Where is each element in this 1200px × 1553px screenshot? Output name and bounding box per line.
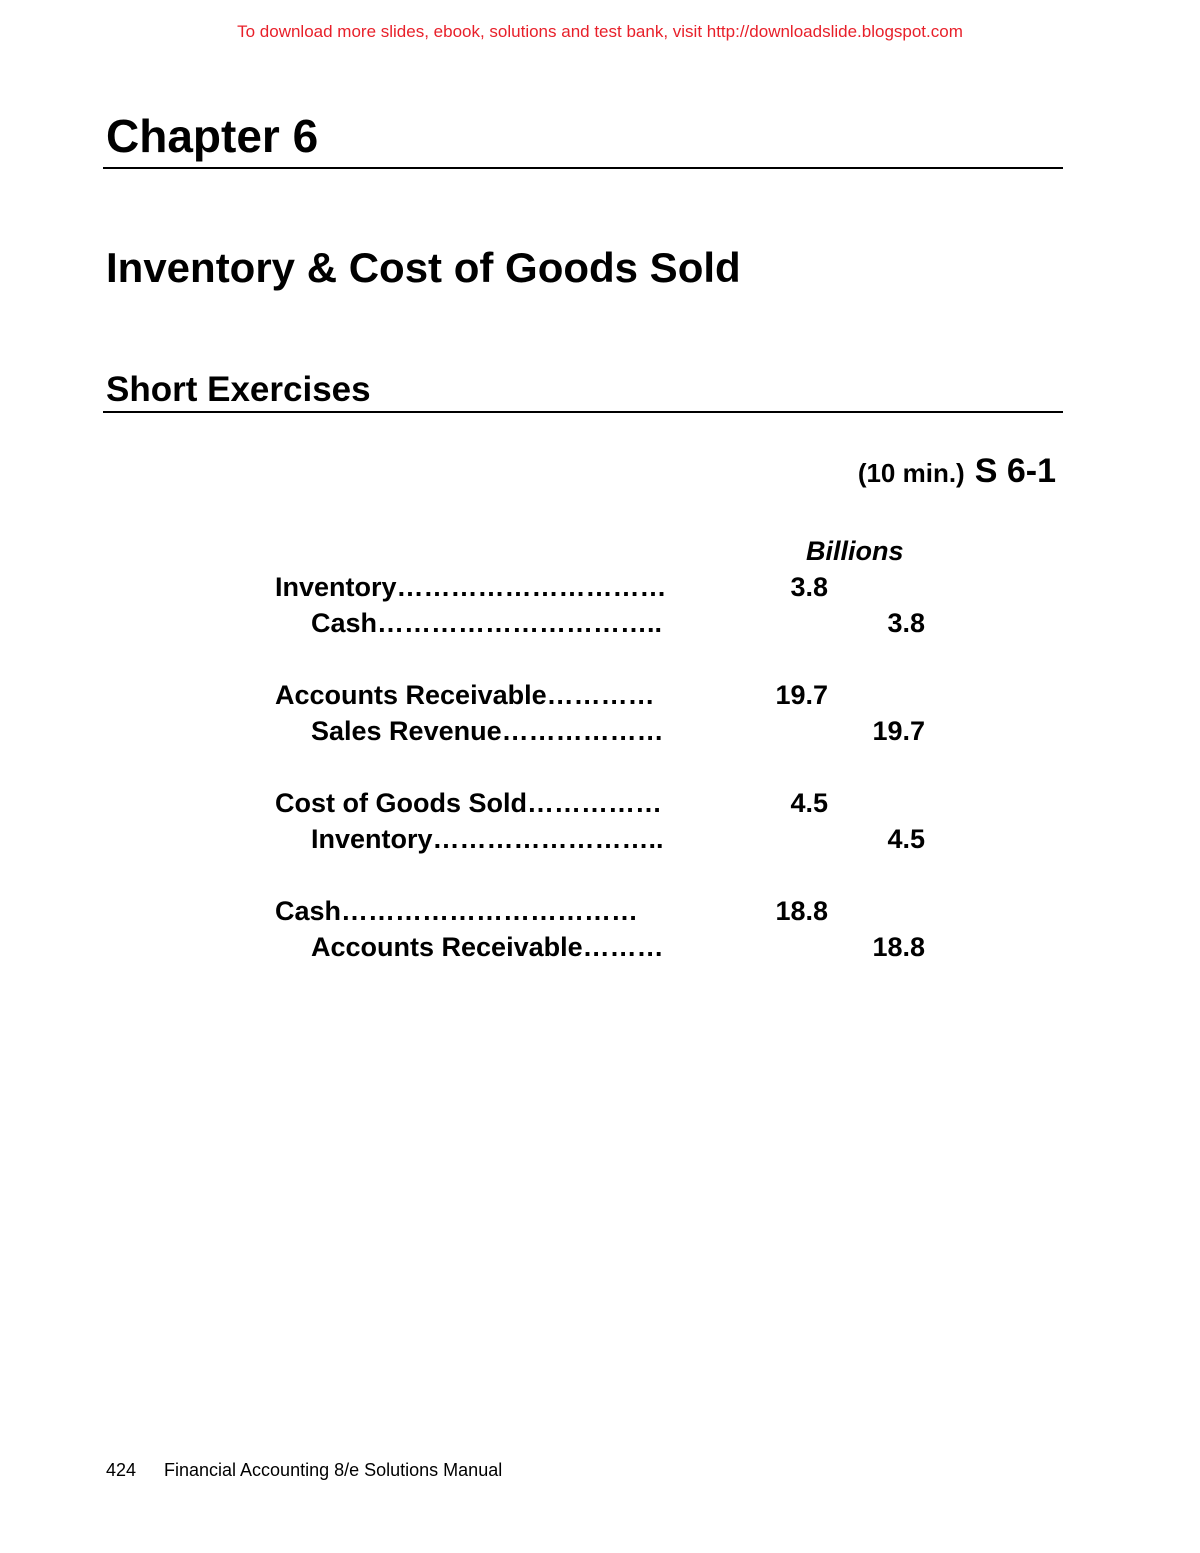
credit-amount: 18.8 bbox=[872, 932, 925, 962]
exercise-identifier bbox=[858, 452, 1056, 491]
credit-line bbox=[275, 821, 975, 857]
section-divider bbox=[103, 411, 1063, 413]
section-heading: Short Exercises bbox=[106, 370, 371, 409]
debit-account: Inventory………………………… bbox=[275, 572, 667, 602]
credit-account: Cash………………………….. bbox=[311, 608, 663, 638]
journal-entries bbox=[275, 569, 975, 1001]
page-footer bbox=[106, 1460, 502, 1481]
journal-entry bbox=[275, 677, 975, 749]
credit-account: Inventory…………………….. bbox=[311, 824, 664, 854]
exercise-code: S 6-1 bbox=[974, 452, 1056, 490]
credit-line bbox=[275, 713, 975, 749]
credit-line bbox=[275, 605, 975, 641]
debit-amount: 3.8 bbox=[790, 572, 828, 602]
debit-line bbox=[275, 785, 975, 821]
amount-column-header: Billions bbox=[806, 536, 904, 566]
journal-entry bbox=[275, 569, 975, 641]
chapter-heading: Chapter 6 bbox=[106, 110, 319, 162]
page-title: Inventory & Cost of Goods Sold bbox=[106, 244, 741, 291]
debit-amount: 18.8 bbox=[775, 896, 828, 926]
credit-amount: 19.7 bbox=[872, 716, 925, 746]
page-number: 424 bbox=[106, 1460, 137, 1480]
footer-text: Financial Accounting 8/e Solutions Manual bbox=[164, 1460, 503, 1480]
download-banner: To download more slides, ebook, solutions and test bank, visit http://downloadslide.blogspot.com bbox=[237, 22, 963, 41]
exercise-time: (10 min.) bbox=[857, 458, 965, 488]
chapter-divider bbox=[103, 167, 1063, 169]
credit-account: Accounts Receivable……… bbox=[311, 932, 664, 962]
debit-line bbox=[275, 569, 975, 605]
debit-account: Accounts Receivable………… bbox=[275, 680, 655, 710]
debit-line bbox=[275, 677, 975, 713]
journal-entry bbox=[275, 785, 975, 857]
credit-amount: 4.5 bbox=[887, 824, 925, 854]
journal-entry bbox=[275, 893, 975, 965]
debit-account: Cost of Goods Sold…………… bbox=[275, 788, 662, 818]
debit-amount: 4.5 bbox=[790, 788, 828, 818]
credit-line bbox=[275, 929, 975, 965]
debit-line bbox=[275, 893, 975, 929]
credit-amount: 3.8 bbox=[887, 608, 925, 638]
debit-account: Cash…………………………… bbox=[275, 896, 639, 926]
debit-amount: 19.7 bbox=[775, 680, 828, 710]
credit-account: Sales Revenue……………… bbox=[311, 716, 664, 746]
